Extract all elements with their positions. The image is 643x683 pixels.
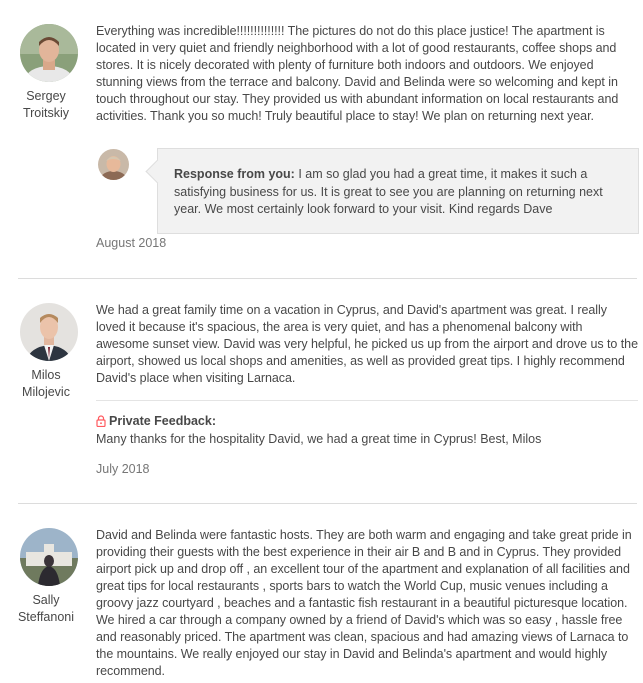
response-body: I am so glad you had a great time, it makes it such a satisfying business for us. It is great to see you are planning on returning next year. We most certainly look forward to your visit. Kind regards Dave [174, 167, 603, 216]
reviewer-avatar-milos[interactable] [20, 303, 78, 361]
private-feedback-label: Private Feedback: [109, 414, 216, 428]
review-text: We had a great family time on a vacation in Cyprus, and David's apartment was great. I really loved it because it's spacious, the area is very quiet, and has a phenomenal balcony with awesome sunset view. David was very helpful, he picked us up from the airport and drove us to the airport, showed us local shops and amenities, as well as provided great tips. I highly recommend David's place when visiting Larnaca. [96, 303, 638, 385]
response-text [174, 166, 614, 219]
private-feedback-text: Many thanks for the hospitality David, we had a great time in Cyprus! Best, Milos [96, 432, 542, 446]
lock-icon [96, 415, 106, 427]
private-feedback-divider [96, 400, 638, 401]
reviewer-name[interactable]: Sally Steffanoni [17, 593, 75, 624]
reviewer-avatar-sergey[interactable] [20, 24, 78, 82]
response-label: Response from you: [174, 167, 295, 181]
review-divider [18, 278, 637, 279]
review-date: August 2018 [96, 236, 167, 250]
review-text: Everything was incredible!!!!!!!!!!!!!! The pictures do not do this place justice! The apartment is located in very quiet and friendly neighborhood with a lot of good restaurants, coffee shops and stores. It is nicely decorated with plenty of furniture both indoors and outdoors. We enjoyed stunning views from the terrace and balcony. David and Belinda were so welcoming and kept in touch throughout our stay. They provided us with abundant information on local restaurants and activities. Thank you so much! Truly beautiful place to stay! We plan on returning next year. [96, 24, 619, 123]
review-date: July 2018 [96, 462, 150, 476]
host-avatar [98, 149, 129, 180]
reviewer-avatar-sally[interactable] [20, 528, 78, 586]
host-response [157, 148, 639, 234]
reviewer-name[interactable]: Milos Milojevic [22, 368, 70, 399]
reviewer-name[interactable]: Sergey Troitskiy [22, 89, 70, 120]
review-text: David and Belinda were fantastic hosts. They are both warm and engaging and take great pride in providing their guests with the best experience in their air B and B and in Cyprus. They provided airport pick up and drop off , an excellent tour of the apartment and explanation of all facilities and great tips for local restaurants , sports bars to watch the World Cup, music venues including a groovy jazz courtyard , beaches and a fantastic fish restaurant in a beautiful picturesque location. We hired a car through a company owned by a friend of David's which was so easy , hassle free and reasonably priced. The apartment was clean, spacious and had amazing views of Larnaca to the mountains. We really enjoyed our stay in David and Belinda's apartment and would highly recommend. [96, 528, 632, 678]
private-feedback-title [96, 414, 216, 428]
review-divider [18, 503, 637, 504]
